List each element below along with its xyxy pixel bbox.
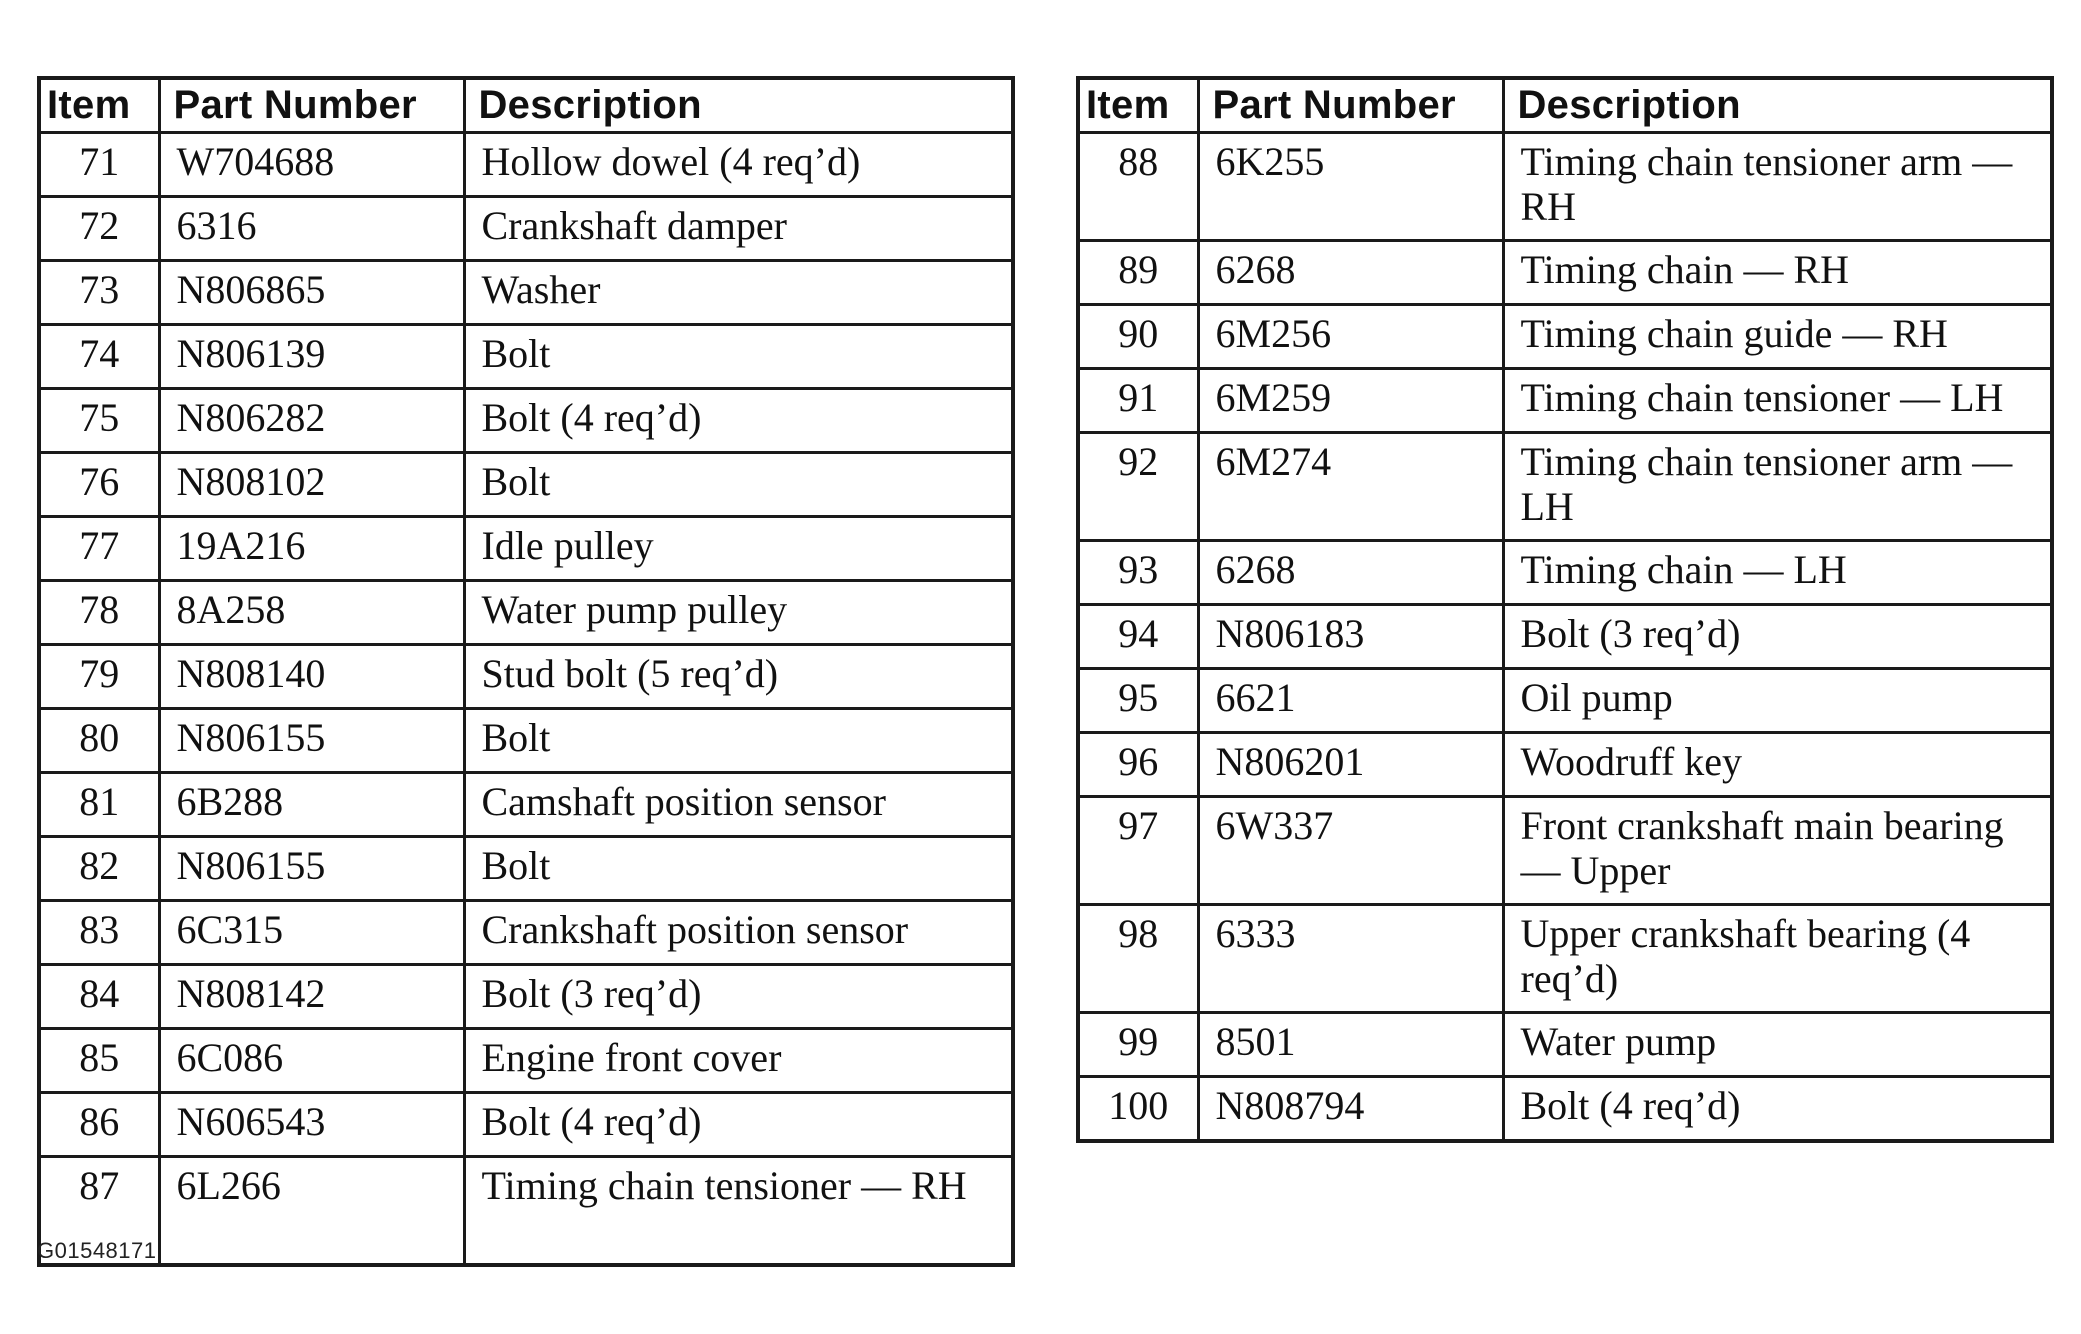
part-number: N806139 <box>159 325 464 389</box>
table-row <box>1078 1013 2052 1077</box>
item-number: 96 <box>1078 733 1198 797</box>
part-number: 6B288 <box>159 773 464 837</box>
part-description: Front crankshaft main bearing — Upper <box>1503 797 2052 905</box>
item-number: 71 <box>39 133 159 197</box>
table-header-row <box>1078 78 2052 133</box>
part-description: Bolt (4 req’d) <box>464 389 1013 453</box>
table-row <box>1078 541 2052 605</box>
part-number: N806282 <box>159 389 464 453</box>
table-row <box>1078 433 2052 541</box>
item-number: 88 <box>1078 133 1198 241</box>
part-description: Stud bolt (5 req’d) <box>464 645 1013 709</box>
part-number: 19A216 <box>159 517 464 581</box>
part-number: 6C315 <box>159 901 464 965</box>
part-description: Bolt <box>464 709 1013 773</box>
table-row <box>39 133 1013 197</box>
item-number: 78 <box>39 581 159 645</box>
part-description: Water pump <box>1503 1013 2052 1077</box>
part-description: Timing chain tensioner arm — LH <box>1503 433 2052 541</box>
part-description: Engine front cover <box>464 1029 1013 1093</box>
item-number: 75 <box>39 389 159 453</box>
item-number: 81 <box>39 773 159 837</box>
part-number: 6621 <box>1198 669 1503 733</box>
part-description: Washer <box>464 261 1013 325</box>
table-row <box>39 965 1013 1029</box>
part-description: Crankshaft position sensor <box>464 901 1013 965</box>
item-number: 86 <box>39 1093 159 1157</box>
part-description: Camshaft position sensor <box>464 773 1013 837</box>
item-number: 100 <box>1078 1077 1198 1142</box>
part-description: Idle pulley <box>464 517 1013 581</box>
parts-table-right <box>1076 76 2054 1143</box>
table-row <box>39 517 1013 581</box>
part-description: Water pump pulley <box>464 581 1013 645</box>
item-number: 97 <box>1078 797 1198 905</box>
part-number: N808142 <box>159 965 464 1029</box>
table-row <box>39 901 1013 965</box>
header-part-number: Part Number <box>1198 78 1503 133</box>
part-number: 6268 <box>1198 241 1503 305</box>
part-description: Bolt (3 req’d) <box>464 965 1013 1029</box>
item-number: 89 <box>1078 241 1198 305</box>
table-row <box>1078 905 2052 1013</box>
part-description: Timing chain tensioner arm — RH <box>1503 133 2052 241</box>
header-item: Item <box>1078 78 1198 133</box>
part-description: Crankshaft damper <box>464 197 1013 261</box>
part-description: Timing chain guide — RH <box>1503 305 2052 369</box>
part-number: W704688 <box>159 133 464 197</box>
item-number: 77 <box>39 517 159 581</box>
table-row <box>1078 305 2052 369</box>
item-number: 74 <box>39 325 159 389</box>
part-number: 6268 <box>1198 541 1503 605</box>
table-row <box>1078 669 2052 733</box>
table-row <box>1078 605 2052 669</box>
part-description: Timing chain — RH <box>1503 241 2052 305</box>
part-description: Timing chain — LH <box>1503 541 2052 605</box>
table-row <box>39 709 1013 773</box>
part-description: Bolt (4 req’d) <box>464 1093 1013 1157</box>
part-number: 8A258 <box>159 581 464 645</box>
table-row <box>39 1029 1013 1093</box>
table-row <box>39 581 1013 645</box>
figure-code: G01548171 <box>37 1238 157 1263</box>
part-description: Bolt (4 req’d) <box>1503 1077 2052 1142</box>
table-row <box>39 389 1013 453</box>
item-number: 76 <box>39 453 159 517</box>
table-row <box>39 1093 1013 1157</box>
item-number: 83 <box>39 901 159 965</box>
table-row <box>1078 241 2052 305</box>
part-number: 8501 <box>1198 1013 1503 1077</box>
header-item: Item <box>39 78 159 133</box>
item-number: 94 <box>1078 605 1198 669</box>
part-number: N808794 <box>1198 1077 1503 1142</box>
table-row <box>39 261 1013 325</box>
item-number: 99 <box>1078 1013 1198 1077</box>
part-number: N808140 <box>159 645 464 709</box>
part-number: N806201 <box>1198 733 1503 797</box>
table-row <box>39 1157 1013 1266</box>
header-description: Description <box>464 78 1013 133</box>
part-description: Timing chain tensioner — LH <box>1503 369 2052 433</box>
part-number: 6M274 <box>1198 433 1503 541</box>
item-number: 93 <box>1078 541 1198 605</box>
part-number: 6M259 <box>1198 369 1503 433</box>
part-number: N806155 <box>159 709 464 773</box>
table-row <box>39 197 1013 261</box>
item-number: 79 <box>39 645 159 709</box>
part-number: 6M256 <box>1198 305 1503 369</box>
table-row <box>1078 133 2052 241</box>
part-number: N808102 <box>159 453 464 517</box>
part-number: 6C086 <box>159 1029 464 1093</box>
part-description: Upper crankshaft bearing (4 req’d) <box>1503 905 2052 1013</box>
item-number: 95 <box>1078 669 1198 733</box>
part-number: 6W337 <box>1198 797 1503 905</box>
item-number: 84 <box>39 965 159 1029</box>
part-number: N606543 <box>159 1093 464 1157</box>
item-number: 92 <box>1078 433 1198 541</box>
part-number: 6333 <box>1198 905 1503 1013</box>
part-description: Hollow dowel (4 req’d) <box>464 133 1013 197</box>
item-number: 91 <box>1078 369 1198 433</box>
table-row <box>39 325 1013 389</box>
item-number: 90 <box>1078 305 1198 369</box>
part-description: Bolt <box>464 325 1013 389</box>
table-row <box>39 453 1013 517</box>
table-header-row <box>39 78 1013 133</box>
item-number: 80 <box>39 709 159 773</box>
part-number: 6K255 <box>1198 133 1503 241</box>
part-description: Bolt <box>464 837 1013 901</box>
table-row <box>39 645 1013 709</box>
part-description: Bolt (3 req’d) <box>1503 605 2052 669</box>
table-row <box>1078 1077 2052 1142</box>
table-row <box>39 773 1013 837</box>
part-number: 6316 <box>159 197 464 261</box>
part-description: Woodruff key <box>1503 733 2052 797</box>
parts-table-left <box>37 76 1015 1267</box>
part-description: Oil pump <box>1503 669 2052 733</box>
table-row <box>1078 369 2052 433</box>
item-number: 87 <box>39 1157 159 1266</box>
part-number: N806183 <box>1198 605 1503 669</box>
item-number: 72 <box>39 197 159 261</box>
item-number: 85 <box>39 1029 159 1093</box>
part-number: N806155 <box>159 837 464 901</box>
part-number: 6L266 <box>159 1157 464 1266</box>
part-description: Timing chain tensioner — RH <box>464 1157 1013 1266</box>
table-row <box>39 837 1013 901</box>
header-description: Description <box>1503 78 2052 133</box>
table-row <box>1078 733 2052 797</box>
part-description: Bolt <box>464 453 1013 517</box>
part-number: N806865 <box>159 261 464 325</box>
item-number: 73 <box>39 261 159 325</box>
item-number: 98 <box>1078 905 1198 1013</box>
table-row <box>1078 797 2052 905</box>
header-part-number: Part Number <box>159 78 464 133</box>
item-number: 82 <box>39 837 159 901</box>
